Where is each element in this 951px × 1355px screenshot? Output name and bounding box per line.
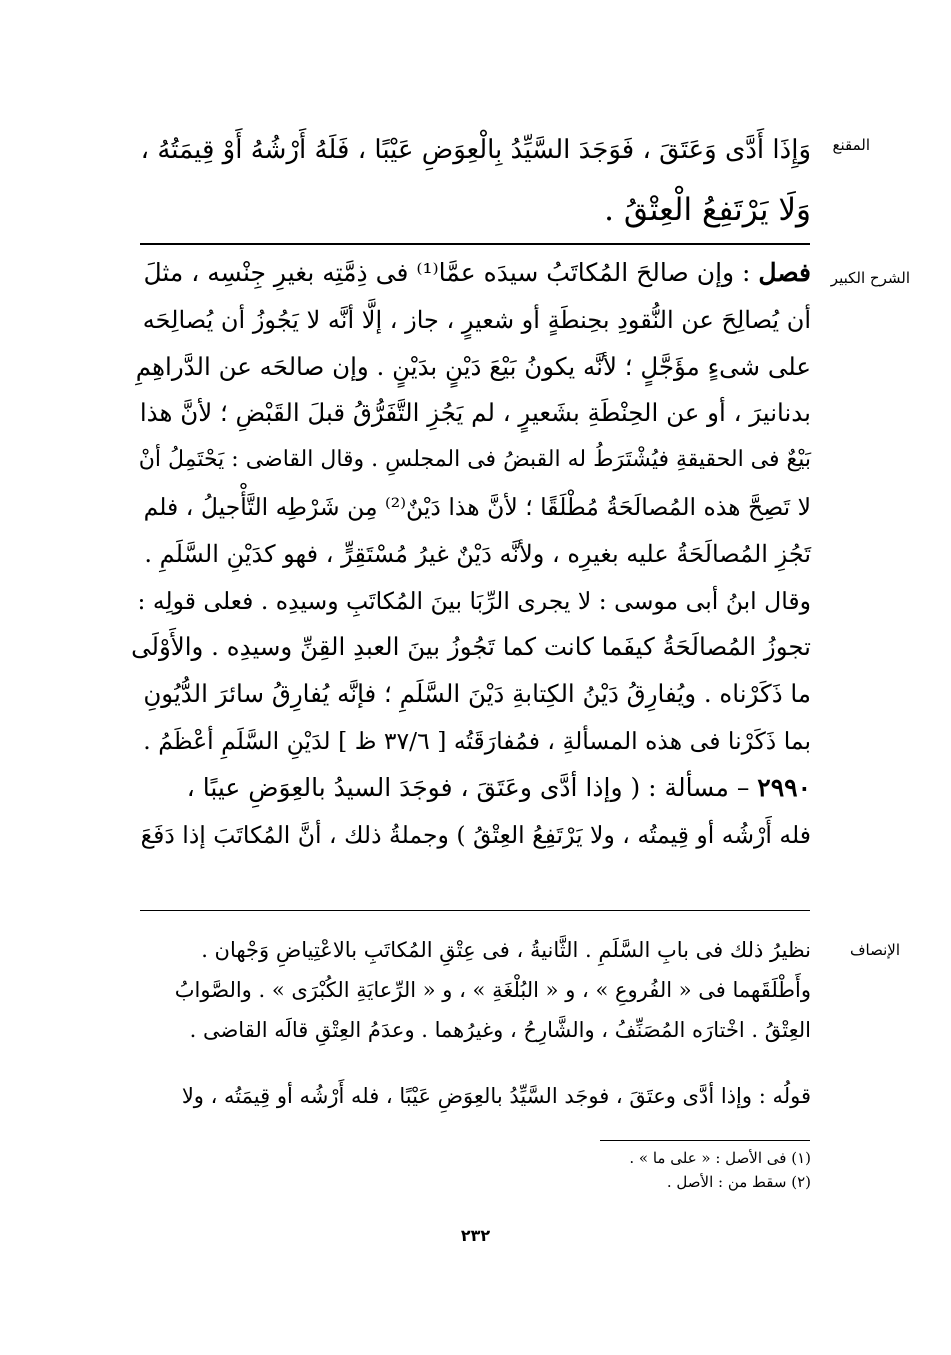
sharh-line	[131, 250, 811, 297]
sharh-line-text: : وإن صالحَ المُكاتَبُ سيدَه عمَّا⁽¹⁾ فى ذِمَّتِه بغيرِ جِنْسِه ، مثلَ	[143, 258, 751, 287]
sharh-line: أن يُصالِحَ عن النُّقودِ بحِنطَةٍ أو شعيرٍ ، جاز ، إلَّا أنَّه لا يَجُوزُ أن يُصالِحَه	[142, 305, 811, 334]
label-insaf: الإنصاف	[849, 941, 900, 959]
footnote: (٢) سقط من : الأصل .	[666, 1173, 811, 1191]
sharh-line: فله أَرْشُه أو قِيمتُه ، ولا يَرْتَفِعُ العِتْقُ ) وجملةُ ذلك ، أنَّ المُكاتَبَ إذا دَفَعَ	[140, 820, 811, 849]
label-sharh-kabir: الشرح الكبير	[830, 269, 910, 287]
sharh-line	[131, 765, 811, 812]
sharh-line: وقال ابنُ أبى موسى : لا يجرى الرِّبَا بينَ المُكاتَبِ وسيدِه . فعلى قولِه :	[137, 586, 811, 615]
sharh-line: على شىءٍ مؤَجَّلٍ ؛ لأنَّه يكونُ بَيْعَ دَيْنٍ بدَيْنٍ . وإن صالحَه عن الدَّراهِمِ	[135, 351, 811, 381]
sharh-kabir-text	[131, 250, 811, 858]
sharh-line: بَيْعٌ فى الحقيقةِ فيُشْتَرَطُ له القبضُ فى المجلسِ . وقال القاضى : يَحْتَمِلُ أنْ	[138, 447, 811, 473]
fasl-heading: فصل	[758, 258, 811, 287]
sharh-line-text: – مسألة : ( وإذا أدَّى وعَتَقَ ، فوجَدَ السيدُ بالعِوَضِ عيبًا ،	[186, 772, 750, 802]
muqni-text	[131, 120, 811, 240]
insaf-line: نظيرُ ذلك فى بابِ السَّلَمِ . الثَّانيةُ ، فى عِتْقِ المُكاتَبِ بالاعْتِياضِ وَجْهان .	[201, 938, 811, 962]
section-divider	[140, 910, 810, 911]
footnote: (١) فى الأصل : « على ما » .	[629, 1149, 811, 1167]
insaf-line: قولُه : وإذا أدَّى وعتَقَ ، فوجَد السَّيِّدُ بالعِوَضِ عَيْبًا ، فله أَرْشُه أو قِيمَتُه ، ولا	[181, 1084, 811, 1108]
sharh-line: بما ذَكَرْنا فى هذه المسألةِ ، فمُفارَقَتُه [ ٣٧/٦ ظ ] لدَيْنِ السَّلَمِ أعْظَمُ .	[143, 726, 811, 755]
section-divider	[140, 243, 810, 245]
insaf-line: العِتْقُ . اخْتارَه المُصَنِّفُ ، والشَّارِحُ ، وغيرُهما . وعدَمُ العِتْقِ قالَه القاضى .	[189, 1018, 811, 1042]
footnote-divider	[600, 1140, 810, 1141]
insaf-line: وأَطْلَقَهما فى « الفُروعِ » ، و « البُلْغَةِ » ، و « الرِّعايَةِ الكُبْرَى » . والصَّوابُ	[174, 978, 811, 1002]
sharh-line: ما ذَكَرْناه . ويُفارِقُ دَيْنُ الكِتابةِ دَيْنَ السَّلَمِ ؛ فإنَّه يُفارِقُ سائرَ الدُّيُونِ	[143, 679, 811, 709]
sharh-line: تجوزُ المُصالَحَةُ كيفَما كانت كما تَجُوزُ بينَ العبدِ القِنِّ وسيدِه . والأَوْلَى	[131, 632, 811, 662]
label-muqni: المقنع	[832, 136, 870, 154]
footnotes	[131, 1146, 811, 1194]
sharh-line: لا تَصِحَّ هذه المُصالَحَةُ مُطْلَقًا ؛ لأنَّ هذا دَيْنٌ⁽²⁾ مِن شَرْطِه التَّأْجيلُ ، فلم	[143, 492, 811, 521]
page-number: ٢٣٢	[460, 1226, 491, 1245]
sharh-line: بدنانيرَ ، أو عن الحِنْطَةِ بشَعيرٍ ، لم يَجُزِ التَّفَرُّقُ قبلَ القَبْضِ ؛ لأنَّ هذا	[139, 398, 811, 428]
insaf-qawluhu	[131, 1076, 811, 1116]
muqni-line: وَلَا يَرْتَفِعُ الْعِتْقُ .	[604, 192, 811, 228]
masala-number: ٢٩٩٠	[757, 772, 811, 802]
sharh-line: تَجُزِ المُصالَحَةُ عليه بغيرِه ، ولأنَّه دَيْنٌ غيرُ مُسْتَقِرٍّ ، فهو كدَيْنِ السَّلَمِ .	[144, 539, 811, 568]
insaf-text	[131, 930, 811, 1050]
muqni-line: وَإِذَا أَدَّى وَعَتَقَ ، فَوَجَدَ السَّيِّدُ بِالْعِوَضِ عَيْبًا ، فَلَهُ أَرْشُهُ أَوْ قِيمَتُهُ ،	[140, 135, 811, 165]
